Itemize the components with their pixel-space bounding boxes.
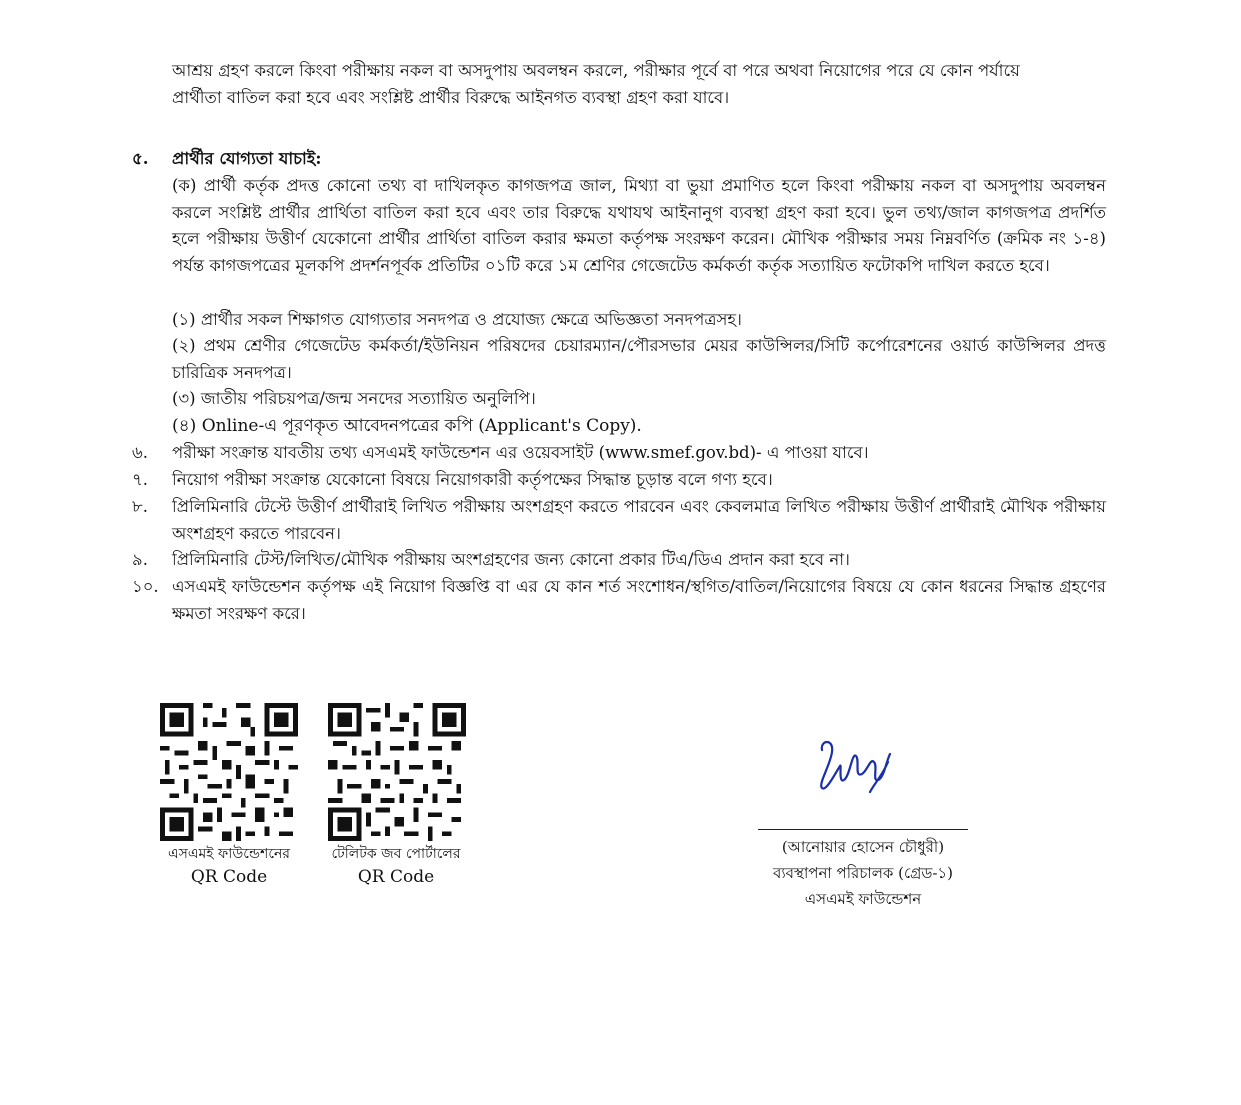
item-number: ৭.: [132, 470, 148, 489]
section-5-sub-3: (৩) জাতীয় পরিচয়পত্র/জন্ম সনদের সত্যায়িত অনুলিপি।: [172, 389, 536, 408]
signatory-name: (আনোয়ার হোসেন চৌধুরী): [781, 838, 945, 856]
signatory-organization: এসএমই ফাউন্ডেশন: [804, 890, 922, 908]
item-number: ১০.: [132, 577, 159, 596]
intro-line-2: প্রার্থীতা বাতিল করা হবে এবং সংশ্লিষ্ট প্রার্থীর বিরুদ্ধে আইনগত ব্যবস্থা গ্রহণ করা যাবে।: [172, 88, 730, 107]
item-text: এসএমই ফাউন্ডেশন কর্তৃপক্ষ এই নিয়োগ বিজ্ঞপ্তি বা এর যে কান শর্ত সংশোধন/স্থগিত/বাতিল/নিয়োগের বিষয়ে যে কোন ধরনের সিদ্ধান্ত গ্রহণের ক্ষমতা সংরক্ষণ করে।: [172, 577, 1106, 623]
signatory-title: ব্যবস্থাপনা পরিচালক (গ্রেড-১): [772, 864, 954, 882]
item-text: নিয়োগ পরীক্ষা সংক্রান্ত যেকোনো বিষয়ে নিয়োগকারী কর্তৃপক্ষের সিদ্ধান্ত চূড়ান্ত বলে গণ্য হবে।: [172, 470, 773, 489]
item-text: প্রিলিমিনারি টেস্টে উত্তীর্ণ প্রার্থীরাই লিখিত পরীক্ষায় অংশগ্রহণ করতে পারবেন এবং কেবলমাত্র লিখিত পরীক্ষায় উত্তীর্ণ প্রার্থীরাই মৌখিক পরীক্ষায় অংশগ্রহণ করতে পারবেন।: [172, 497, 1106, 543]
item-number: ৮.: [132, 497, 148, 516]
signature-line: [758, 829, 968, 830]
smef-qr-caption: এসএমই ফাউন্ডেশনের: [167, 846, 291, 862]
item-text: পরীক্ষা সংক্রান্ত যাবতীয় তথ্য এসএমই ফাউন্ডেশন এর ওয়েবসাইট (www.smef.gov.bd)- এ পাওয়া যাবে।: [172, 443, 869, 462]
section-5-para-ka: (ক) প্রার্থী কর্তৃক প্রদত্ত কোনো তথ্য বা দাখিলকৃত কাগজপত্র জাল, মিথ্যা বা ভুয়া প্রমাণিত হলে কিংবা পরীক্ষায় নকল বা অসদুপায় অবলম্বন করলে সংশ্লিষ্ট প্রার্থীর প্রার্থিতা বাতিল করা হবে এবং তার বিরুদ্ধে যথাযথ আইনানুগ ব্যবস্থা গ্রহণ করা হবে। ভুল তথ্য/জাল কাগজপত্র প্রদর্শিত হলে পরীক্ষায় উত্তীর্ণ যেকোনো প্রার্থীর প্রার্থিতা বাতিল করার ক্ষমতা কর্তৃপক্ষ সংরক্ষণ করেন। মৌখিক পরীক্ষার সময় নিম্নবর্ণিত (ক্রমিক নং ১-৪) পর্যন্ত কাগজপত্রের মূলকপি প্রদর্শনপূর্বক প্রতিটির ০১টি করে ১ম শ্রেণির গেজেটেড কর্মকর্তা কর্তৃক সত্যায়িত ফটোকপি দাখিল করতে হবে।: [172, 176, 1106, 275]
item-text: প্রিলিমিনারি টেস্ট/লিখিত/মৌখিক পরীক্ষায় অংশগ্রহণের জন্য কোনো প্রকার টিএ/ডিএ প্রদান করা হবে না।: [172, 550, 850, 569]
section-5-number: ৫.: [132, 149, 149, 168]
section-5-sub-4: (৪) Online-এ পূরণকৃত আবেদনপত্রের কপি (Applicant's Copy).: [172, 416, 642, 436]
smef-qr-code-icon[interactable]: [160, 703, 298, 841]
section-5-sub-2: (২) প্রথম শ্রেণীর গেজেটেড কর্মকর্তা/ইউনিয়ন পরিষদের চেয়ারম্যান/পৌরসভার মেয়র কাউন্সিলর/সিটি কর্পোরেশনের ওয়ার্ড কাউন্সিলর প্রদত্ত চারিত্রিক সনদপত্র।: [172, 336, 1106, 382]
section-5-heading: প্রার্থীর যোগ্যতা যাচাই:: [172, 149, 322, 168]
intro-line-1: আশ্রয় গ্রহণ করলে কিংবা পরীক্ষায় নকল বা অসদুপায় অবলম্বন করলে, পরীক্ষার পূর্বে বা পরে অথবা নিয়োগের পরে যে কোন পর্যায়ে: [172, 61, 1020, 80]
teletalk-qr-code-icon[interactable]: [328, 703, 466, 841]
signature-image: [812, 732, 896, 798]
smef-qr-label: QR Code: [190, 867, 268, 887]
item-number: ৬.: [132, 443, 148, 462]
teletalk-qr-label: QR Code: [357, 867, 435, 887]
item-number: ৯.: [132, 550, 148, 569]
teletalk-qr-caption: টেলিটক জব পোর্টালের: [331, 846, 461, 862]
section-5-sub-1: (১) প্রার্থীর সকল শিক্ষাগত যোগ্যতার সনদপত্র ও প্রযোজ্য ক্ষেত্রে অভিজ্ঞতা সনদপত্রসহ।: [172, 310, 742, 329]
